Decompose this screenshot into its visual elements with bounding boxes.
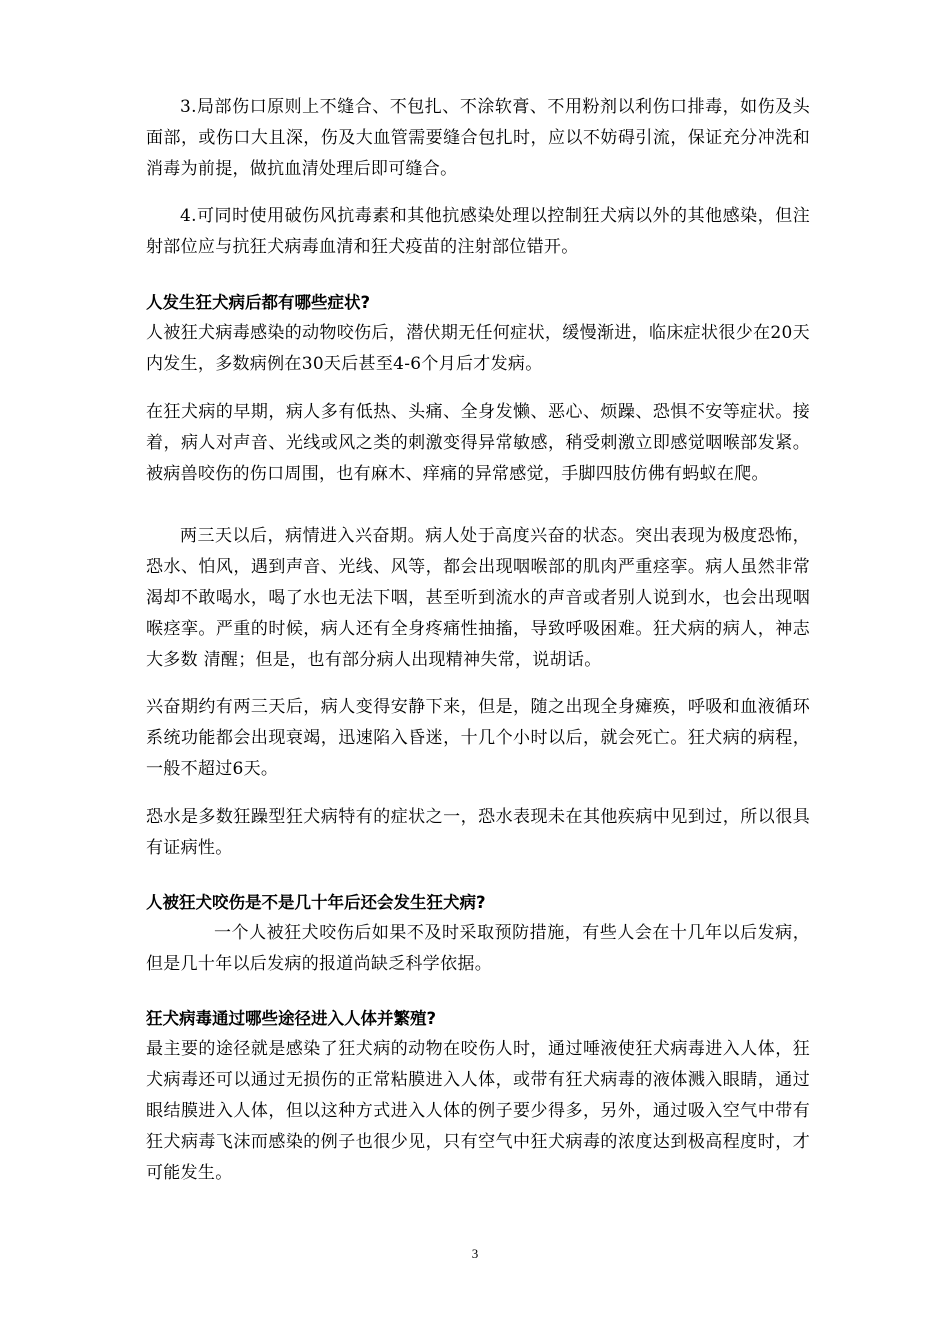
- heading-decades-later: 人被狂犬咬伤是不是几十年后还会发生狂犬病?: [146, 893, 486, 912]
- paragraph-transmission: [146, 1034, 810, 1189]
- paragraph-anti-infection: [146, 201, 810, 263]
- paragraph-text: 4.可同时使用破伤风抗毒素和其他抗感染处理以控制狂犬病以外的其他感染，但注射部位应与抗狂犬病毒血清和狂犬疫苗的注射部位错开。: [146, 206, 810, 257]
- paragraph-decades-answer: [146, 918, 810, 980]
- paragraph-text: 恐水是多数狂躁型狂犬病特有的症状之一，恐水表现未在其他疾病中见到过，所以很具有证病性。: [146, 807, 810, 858]
- paragraph-text: 一个人被狂犬咬伤后如果不及时采取预防措施，有些人会在十几年以后发病，但是几十年以后发病的报道尚缺乏科学依据。: [146, 923, 810, 974]
- paragraph-text: 3.局部伤口原则上不缝合、不包扎、不涂软膏、不用粉剂以利伤口排毒，如伤及头面部，或伤口大且深，伤及大血管需要缝合包扎时，应以不妨碍引流，保证充分冲洗和消毒为前提，做抗血清处理后即可缝合。: [146, 97, 810, 179]
- page-number: 3: [471, 1246, 479, 1261]
- paragraph-text: 两三天以后，病情进入兴奋期。病人处于高度兴奋的状态。突出表现为极度恐怖，恐水、怕风，遇到声音、光线、风等，都会出现咽喉部的肌肉严重痉挛。病人虽然非常渴却不敢喝水，喝了水也无法下咽，甚至听到流水的声音或者别人说到水，也会出现咽喉痉挛。严重的时候，病人还有全身疼痛性抽搐，导致呼吸困难。狂犬病的病人，神志大多数 清醒；但是，也有部分病人出现精神失常，说胡话。: [146, 526, 810, 670]
- paragraph-paralysis-stage: [146, 692, 810, 785]
- paragraph-wound-care: [146, 92, 810, 185]
- heading-transmission: 狂犬病毒通过哪些途径进入人体并繁殖?: [146, 1009, 437, 1028]
- paragraph-early-stage: [146, 397, 810, 490]
- heading-symptoms: 人发生狂犬病后都有哪些症状?: [146, 293, 371, 312]
- paragraph-hydrophobia: [146, 802, 810, 864]
- paragraph-incubation: [146, 318, 810, 380]
- paragraph-text: 在狂犬病的早期，病人多有低热、头痛、全身发懒、恶心、烦躁、恐惧不安等症状。接着，病人对声音、光线或风之类的刺激变得异常敏感，稍受刺激立即感觉咽喉部发紧。被病兽咬伤的伤口周围，也有麻木、痒痛的异常感觉，手脚四肢仿佛有蚂蚁在爬。: [146, 402, 810, 484]
- paragraph-text: 人被狂犬病毒感染的动物咬伤后，潜伏期无任何症状，缓慢渐进，临床症状很少在20天内发生，多数病例在30天后甚至4-6个月后才发病。: [146, 323, 810, 374]
- paragraph-text: 最主要的途径就是感染了狂犬病的动物在咬伤人时，通过唾液使狂犬病毒进入人体，狂犬病毒还可以通过无损伤的正常粘膜进入人体，或带有狂犬病毒的液体溅入眼睛，通过眼结膜进入人体，但以这种方式进入人体的例子要少得多，另外，通过吸入空气中带有狂犬病毒飞沫而感染的例子也很少见，只有空气中狂犬病毒的浓度达到极高程度时，才可能发生。: [146, 1039, 810, 1183]
- paragraph-text: 兴奋期约有两三天后，病人变得安静下来，但是，随之出现全身瘫痪，呼吸和血液循环系统功能都会出现衰竭，迅速陷入昏迷，十几个小时以后，就会死亡。狂犬病的病程，一般不超过6天。: [146, 697, 810, 779]
- paragraph-excitement-stage: [146, 521, 810, 676]
